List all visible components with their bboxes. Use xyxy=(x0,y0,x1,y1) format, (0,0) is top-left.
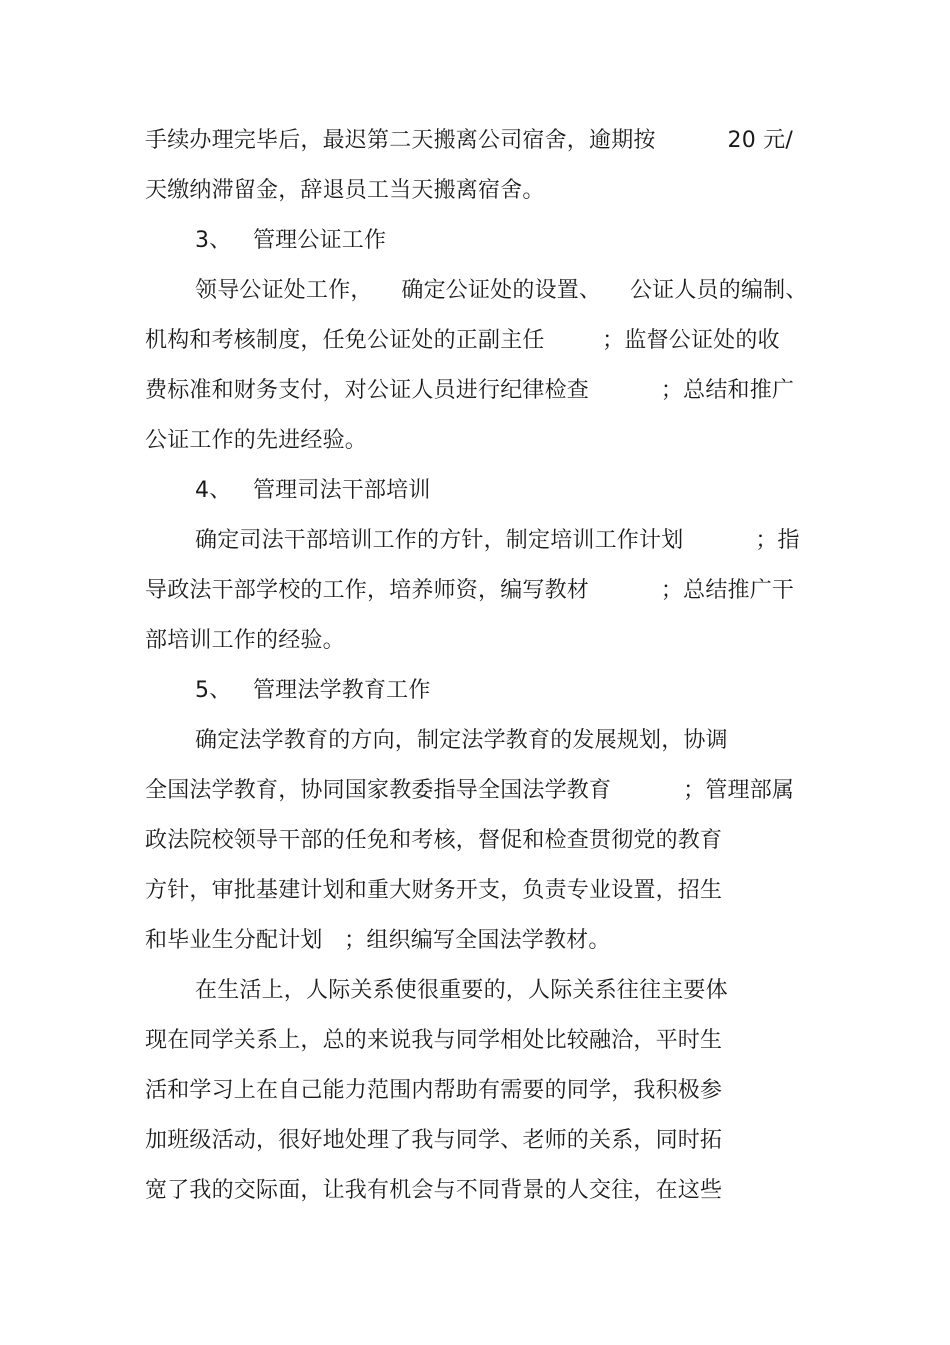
text-line: 活和学习上在自己能力范围内帮助有需要的同学，我积极参 xyxy=(145,1078,723,1103)
section-heading-4: 4、 管理司法干部培训 xyxy=(195,478,431,503)
section-heading-5: 5、 管理法学教育工作 xyxy=(195,678,431,703)
text-line: 确定法学教育的方向，制定法学教育的发展规划，协调 xyxy=(195,728,728,753)
text-line: 现在同学关系上，总的来说我与同学相处比较融洽，平时生 xyxy=(145,1028,723,1053)
text-line: 确定司法干部培训工作的方针，制定培训工作计划 ；指 xyxy=(195,528,800,553)
text-line: 天缴纳滞留金，辞退员工当天搬离宿舍。 xyxy=(145,178,545,203)
text-line: 领导公证处工作， 确定公证处的设置、 公证人员的编制、 xyxy=(195,278,808,303)
text-line: 和毕业生分配计划 ；组织编写全国法学教材。 xyxy=(145,928,611,953)
text-line: 公证工作的先进经验。 xyxy=(145,428,368,453)
text-line: 在生活上，人际关系使很重要的，人际关系往往主要体 xyxy=(195,978,728,1003)
text-line: 部培训工作的经验。 xyxy=(145,628,345,653)
text-line: 政法院校领导干部的任免和考核，督促和检查贯彻党的教育 xyxy=(145,828,723,853)
text-line: 宽了我的交际面，让我有机会与不同背景的人交往，在这些 xyxy=(145,1178,723,1203)
text-line: 加班级活动，很好地处理了我与同学、老师的关系，同时拓 xyxy=(145,1128,723,1153)
section-heading-3: 3、 管理公证工作 xyxy=(195,228,387,253)
text-line: 手续办理完毕后，最迟第二天搬离公司宿舍，逾期按 20 元/ xyxy=(145,128,793,153)
text-line: 全国法学教育，协同国家教委指导全国法学教育 ；管理部属 xyxy=(145,778,795,803)
text-line: 方针，审批基建计划和重大财务开支，负责专业设置，招生 xyxy=(145,878,723,903)
text-line: 导政法干部学校的工作，培养师资，编写教材 ；总结推广干 xyxy=(145,578,795,603)
text-line: 费标准和财务支付，对公证人员进行纪律检查 ；总结和推广 xyxy=(145,378,795,403)
text-line: 机构和考核制度，任免公证处的正副主任 ；监督公证处的收 xyxy=(145,328,780,353)
